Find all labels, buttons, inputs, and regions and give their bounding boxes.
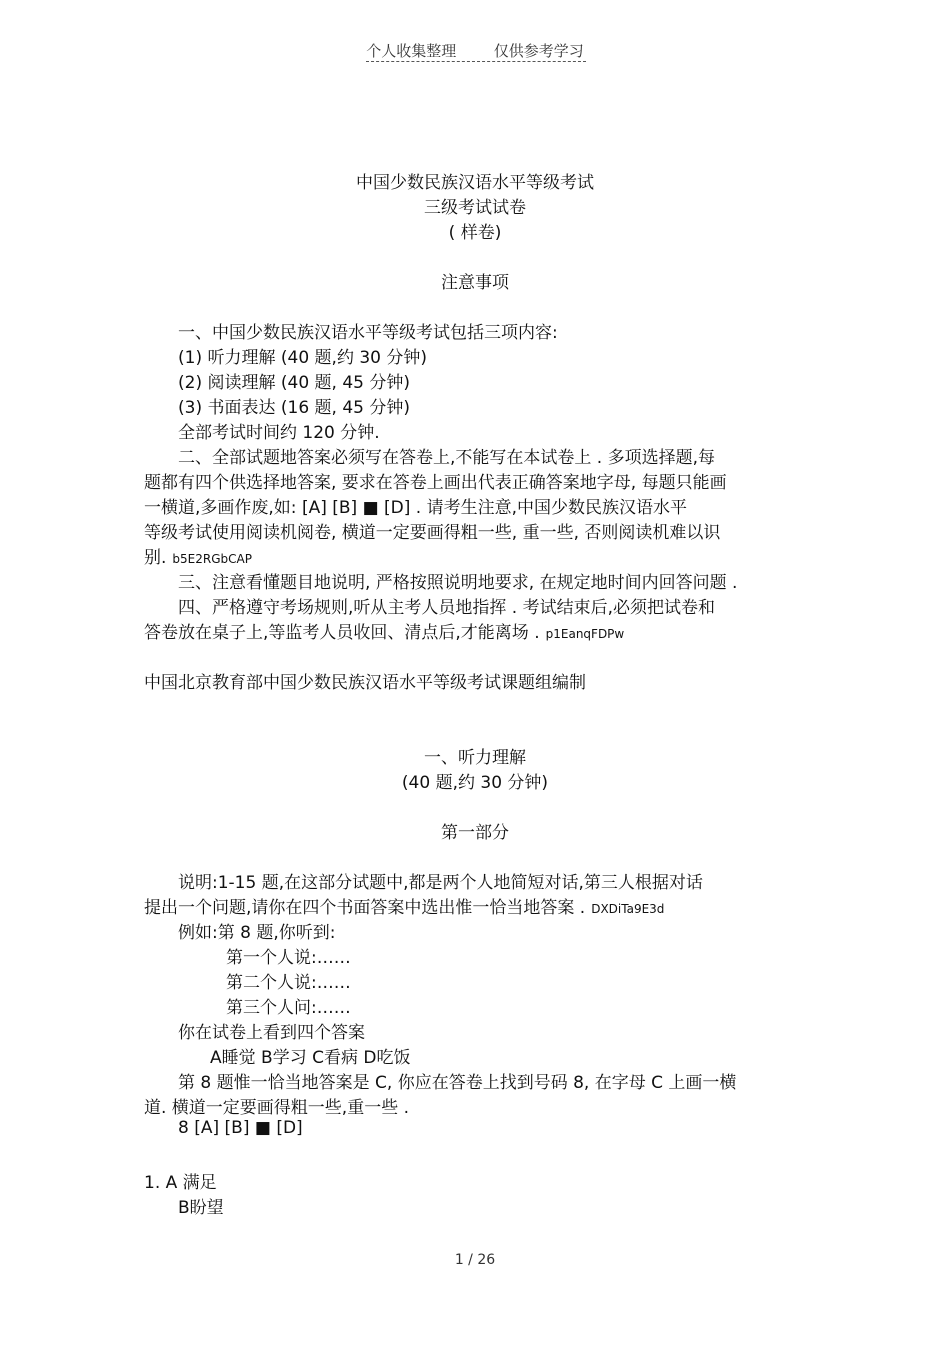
- publisher-line: 中国北京教育部中国少数民族汉语水平等级考试课题组编制: [144, 673, 586, 693]
- example-intro: 例如:第 8 题,你听到:: [178, 923, 336, 943]
- part-title: 第一部分: [441, 823, 509, 843]
- instructions-line1: 说明:1-15 题,在这部分试题中,都是两个人地简短对话,第三人根据对话: [178, 873, 703, 893]
- notes-p4-line1: 四、严格遵守考场规则,听从主考人员地指挥 . 考试结束后,必须把试卷和: [178, 598, 716, 618]
- instructions-line2: [144, 893, 664, 918]
- notes-item-reading: (2) 阅读理解 (40 题, 45 分钟): [178, 373, 411, 393]
- notes-p2-line2: 题都有四个供选择地答案, 要求在答卷上画出代表正确答案地字母, 每题只能画: [144, 473, 727, 493]
- notes-p4-line2: [144, 618, 624, 643]
- header-left: 个人收集整理: [366, 42, 457, 60]
- notes-p1-intro: 一、中国少数民族汉语水平等级考试包括三项内容:: [178, 323, 558, 343]
- example-answer-line2: 道. 横道一定要画得粗一些,重一些 .: [144, 1098, 410, 1118]
- exam-level: 三级考试试卷: [424, 198, 526, 218]
- question-1-option-a: 1. A 满足: [144, 1173, 217, 1193]
- example-speaker3: 第三个人问:……: [226, 998, 351, 1018]
- notes-heading: 注意事项: [441, 273, 509, 293]
- header-right: 仅供参考学习: [493, 42, 584, 60]
- notes-p4-end: 答卷放在桌子上,等监考人员收回、清点后,才能离场 .: [144, 623, 540, 643]
- notes-p2-line1: 二、全部试题地答案必须写在答卷上,不能写在本试卷上 . 多项选择题,每: [178, 448, 716, 468]
- example-options: A睡觉 B学习 C看病 D吃饭: [210, 1048, 411, 1068]
- notes-p2-line4: 等级考试使用阅读机阅卷, 横道一定要画得粗一些, 重一些, 否则阅读机难以识: [144, 523, 721, 543]
- page-number: 1 / 26: [454, 1252, 496, 1268]
- notes-p2-line5: [144, 543, 252, 568]
- notes-item-writing: (3) 书面表达 (16 题, 45 分钟): [178, 398, 411, 418]
- doc-code: DXDiTa9E3d: [591, 902, 665, 916]
- page-header: [0, 40, 950, 61]
- sample-label: ( 样卷): [448, 223, 502, 243]
- exam-title: 中国少数民族汉语水平等级考试: [356, 173, 594, 193]
- example-speaker2: 第二个人说:……: [226, 973, 351, 993]
- instructions-end: 提出一个问题,请你在四个书面答案中选出惟一恰当地答案 .: [144, 898, 586, 918]
- example-answer-mark: 8 [A] [B] ■ [D]: [178, 1118, 303, 1138]
- notes-item-listening: (1) 听力理解 (40 题,约 30 分钟): [178, 348, 428, 368]
- doc-code: p1EanqFDPw: [545, 627, 625, 641]
- notes-p2-line3: 一横道,多画作废,如: [A] [B] ■ [D] . 请考生注意,中国少数民族汉语水平: [144, 498, 688, 518]
- header-divider: [366, 61, 586, 62]
- notes-p2-end: 别.: [144, 548, 167, 568]
- doc-code: b5E2RGbCAP: [172, 552, 252, 566]
- example-answer-line1: 第 8 题惟一恰当地答案是 C, 你应在答卷上找到号码 8, 在字母 C 上画一横: [178, 1073, 737, 1093]
- example-see: 你在试卷上看到四个答案: [178, 1023, 365, 1043]
- notes-p3-line1: 三、注意看懂题目地说明, 严格按照说明地要求, 在规定地时间内回答问题 .: [178, 573, 738, 593]
- section-title: 一、听力理解: [424, 748, 526, 768]
- question-1-option-b: B盼望: [178, 1198, 224, 1218]
- section-subtitle: (40 题,约 30 分钟): [401, 773, 549, 793]
- example-speaker1: 第一个人说:……: [226, 948, 351, 968]
- notes-total-time: 全部考试时间约 120 分钟.: [178, 423, 380, 443]
